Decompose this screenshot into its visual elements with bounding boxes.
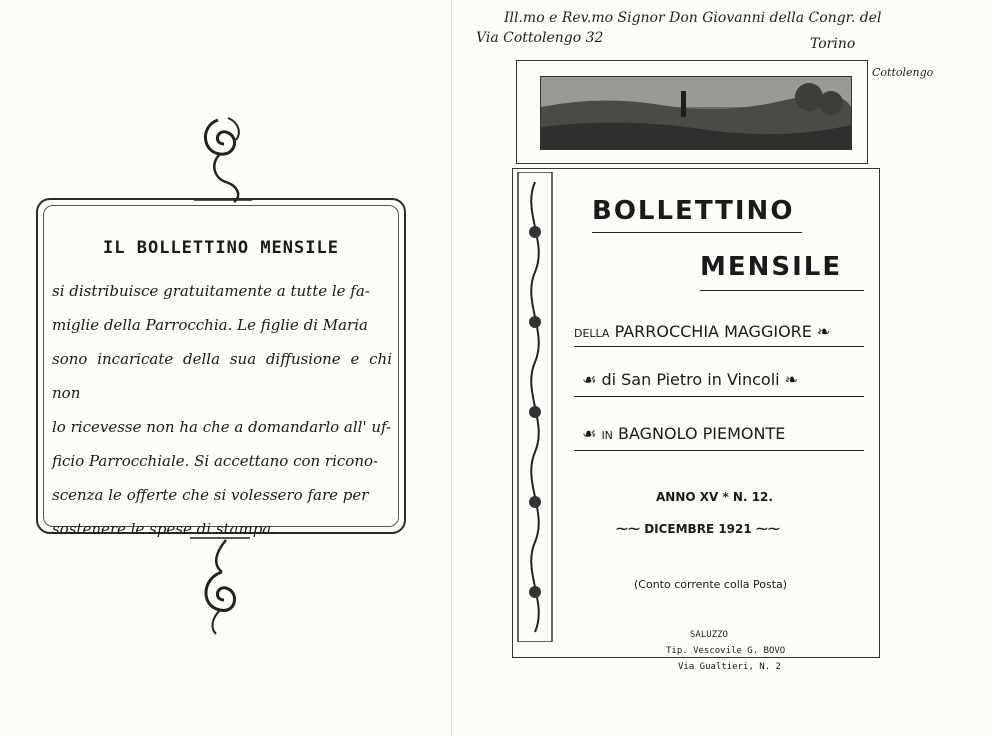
- flourish-icon: ☙: [582, 370, 602, 389]
- flourish-icon: ❧: [816, 322, 831, 341]
- subtitle-rule: [574, 396, 864, 397]
- subtitle-rule: [574, 346, 864, 347]
- subtitle-parish-name: PARROCCHIA MAGGIORE: [614, 322, 812, 341]
- notice-line: lo ricevesse non ha che a domandarlo all' uf-: [52, 418, 392, 436]
- subtitle-town: [582, 424, 785, 443]
- issue-date-text: DICEMBRE 1921: [644, 522, 752, 536]
- notice-frame: [36, 198, 406, 538]
- subtitle-in: IN: [601, 429, 613, 442]
- bottom-scroll-ornament-icon: [186, 532, 258, 636]
- notice-line: miglie della Parrocchia. Le figlie di Maria: [52, 316, 368, 334]
- title-underline: [700, 290, 864, 291]
- handwritten-address-line3: Torino: [810, 36, 856, 52]
- handwritten-side-note: Cottolengo: [872, 66, 934, 79]
- postal-note: (Conto corrente colla Posta): [634, 578, 788, 591]
- flourish-icon: ⁓⁓: [755, 522, 780, 536]
- title-bollettino: BOLLETTINO: [592, 196, 795, 226]
- notice-line: si distribuisce gratuitamente a tutte le fa-: [52, 282, 370, 300]
- flourish-icon: ⁓⁓: [616, 522, 645, 536]
- subtitle-saint-text: di San Pietro in Vincoli: [601, 370, 780, 389]
- subtitle-saint: [582, 370, 798, 389]
- notice-line: ficio Parrocchiale. Si accettano con ricono-: [52, 452, 379, 470]
- notice-title: IL BOLLETTINO MENSILE: [103, 238, 339, 258]
- notice-line: scenza le offerte che si volessero fare per: [52, 486, 369, 504]
- flourish-icon: ☙: [582, 424, 602, 443]
- pastoral-landscape-illustration: [540, 76, 852, 150]
- subtitle-parish: [574, 322, 830, 341]
- title-underline: [592, 232, 802, 233]
- issue-number: ANNO XV * N. 12.: [656, 490, 773, 504]
- top-scroll-ornament-icon: [190, 112, 260, 204]
- notice-line: sostenere le spese di stampa.: [52, 520, 277, 538]
- printer-name: Tip. Vescovile G. BOVO: [666, 646, 786, 656]
- handwritten-address-line2: Via Cottolengo 32: [476, 30, 604, 46]
- title-mensile: MENSILE: [700, 252, 843, 282]
- handwritten-address-line1: Ill.mo e Rev.mo Signor Don Giovanni della Congr. del: [504, 10, 882, 26]
- notice-line: sono incaricate della sua diffusione e chi non: [52, 350, 392, 402]
- subtitle-della: DELLA: [574, 327, 610, 340]
- issue-date: [616, 522, 780, 536]
- subtitle-town-name: BAGNOLO PIEMONTE: [618, 424, 786, 443]
- flourish-icon: ❧: [784, 370, 799, 389]
- notice-text: [52, 274, 392, 546]
- printer-city: SALUZZO: [690, 630, 728, 640]
- floral-border-icon: [514, 172, 556, 642]
- subtitle-rule: [574, 450, 864, 451]
- printer-address: Via Gualtieri, N. 2: [678, 662, 781, 672]
